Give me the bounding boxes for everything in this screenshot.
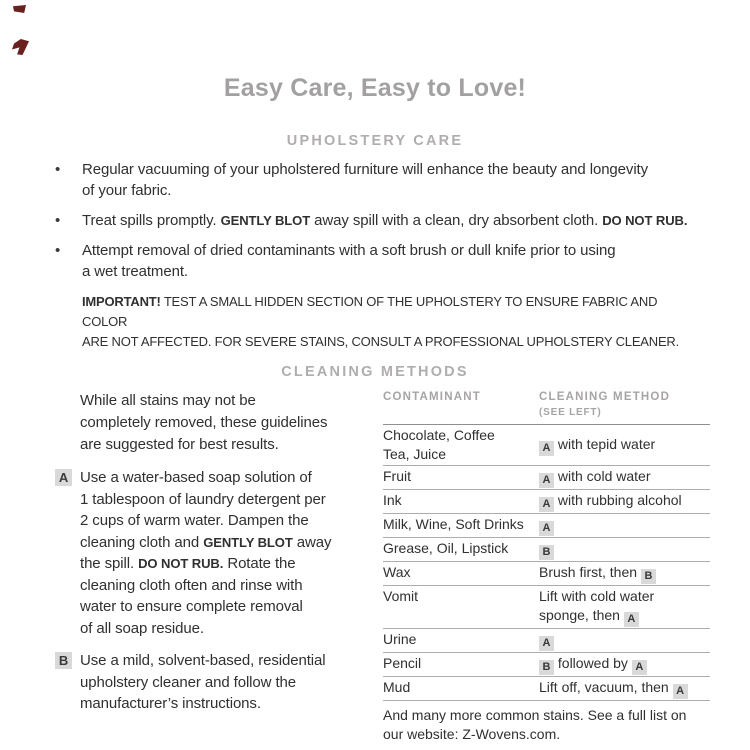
method-badge-a: A [673,684,688,699]
column-header-see-left: (SEE LEFT) [539,407,602,418]
contaminant-cell: Vomit [383,588,419,604]
bullet-dot-icon: • [55,242,61,259]
method-cell [539,539,710,560]
section-heading-upholstery-care: UPHOLSTERY CARE [286,133,464,149]
table-footer-note: And many more common stains. See a full list on our website: Z-Wovens.com. [383,701,710,750]
method-badge: B [55,652,72,669]
care-bullet-text: Treat spills promptly. GENTLY BLOT away spill with a clean, dry absorbent cloth. DO NOT RUB. [82,212,688,229]
method-cell: Lift with cold water sponge, then A [539,588,655,625]
bullet-dot-icon: • [55,212,61,229]
method-badge-a: A [539,497,554,512]
cleaning-method-item [55,467,383,639]
table-row [383,562,710,586]
section-heading-cleaning-methods: CLEANING METHODS [281,364,469,380]
method-cell: A with cold water [539,467,710,488]
contaminant-cell: Urine [383,631,417,647]
method-badge-b: B [539,660,554,675]
method-badge-a: A [539,441,554,456]
cleaning-method-list [55,467,383,715]
cleaning-method-item [55,650,383,715]
care-bullet-section [55,159,705,352]
contaminant-cell: Mud [383,679,411,695]
contaminant-cell: Fruit [383,468,411,484]
page-title: Easy Care, Easy to Love! [223,74,527,102]
table-row [383,629,710,653]
table-row [383,677,710,701]
table-row [383,514,710,538]
contaminant-cell: Milk, Wine, Soft Drinks [383,516,524,532]
method-cell: Lift off, vacuum, then A [539,678,710,699]
method-badge-a: A [539,636,554,651]
method-cell [539,630,710,651]
cleaning-methods-columns [55,390,710,750]
table-row [383,466,710,490]
care-bullet-list [55,159,705,282]
corner-logo-fragment-icon [12,39,29,55]
cleaning-table-body [383,425,710,701]
table-row [383,538,710,562]
corner-logo-fragment-icon [13,5,26,13]
table-row [383,586,710,629]
column-header-cleaning-method-label: CLEANING METHOD [539,391,671,403]
method-cell: B followed by A [539,654,710,675]
table-row [383,490,710,514]
cleaning-method-text: Use a water-based soap solution of 1 tablespoon of laundry detergent per 2 cups of warm water. Dampen the cleaning cloth and GENTLY BLOT away the spill. DO NOT RUB. Rotate the cleaning cloth often and rinse with water to ensure complete removal of all soap residue. [80,469,332,637]
column-header-contaminant: CONTAMINANT [383,391,481,403]
care-bullet-item [55,240,705,282]
method-cell: Brush first, then B [539,563,710,584]
care-bullet-text: Attempt removal of dried contaminants with a soft brush or dull knife prior to using a wet treatment. [82,242,616,280]
method-badge: A [55,469,72,486]
table-row [383,425,710,466]
care-bullet-item [55,210,705,231]
method-badge-a: A [539,521,554,536]
cleaning-method-text: Use a mild, solvent-based, residential upholstery cleaner and follow the manufacturer’s instructions. [80,652,326,712]
contaminant-cell: Grease, Oil, Lipstick [383,540,509,556]
method-cell: A with rubbing alcohol [539,491,710,512]
method-badge-b: B [641,569,656,584]
cleaning-methods-left-column [55,390,383,750]
method-badge-a: A [539,473,554,488]
bullet-dot-icon: • [55,161,61,178]
cleaning-table-header [383,390,710,425]
column-header-cleaning-method [539,391,710,419]
care-bullet-item [55,159,705,201]
contaminant-cell: Pencil [383,655,422,671]
cleaning-guidelines-intro: While all stains may not be completely removed, these guidelines are suggested for best results. [80,392,328,453]
cleaning-table [383,390,710,750]
care-bullet-text: Regular vacuuming of your upholstered furniture will enhance the beauty and longevity of your fabric. [82,161,649,199]
method-badge-a: A [632,660,647,675]
contaminant-cell: Chocolate, Coffee Tea, Juice [383,427,495,462]
important-note: IMPORTANT! TEST A SMALL HIDDEN SECTION OF THE UPHOLSTERY TO ENSURE FABRIC AND COLOR ARE NOT AFFECTED. FOR SEVERE STAINS, CONSULT A PROFESSIONAL UPHOLSTERY CLEANER. [82,294,680,349]
table-row [383,653,710,677]
method-badge-b: B [539,545,554,560]
method-badge-a: A [624,612,639,627]
method-cell [539,515,710,536]
contaminant-cell: Ink [383,492,402,508]
contaminant-cell: Wax [383,564,411,580]
method-cell: A with tepid water [539,435,710,456]
